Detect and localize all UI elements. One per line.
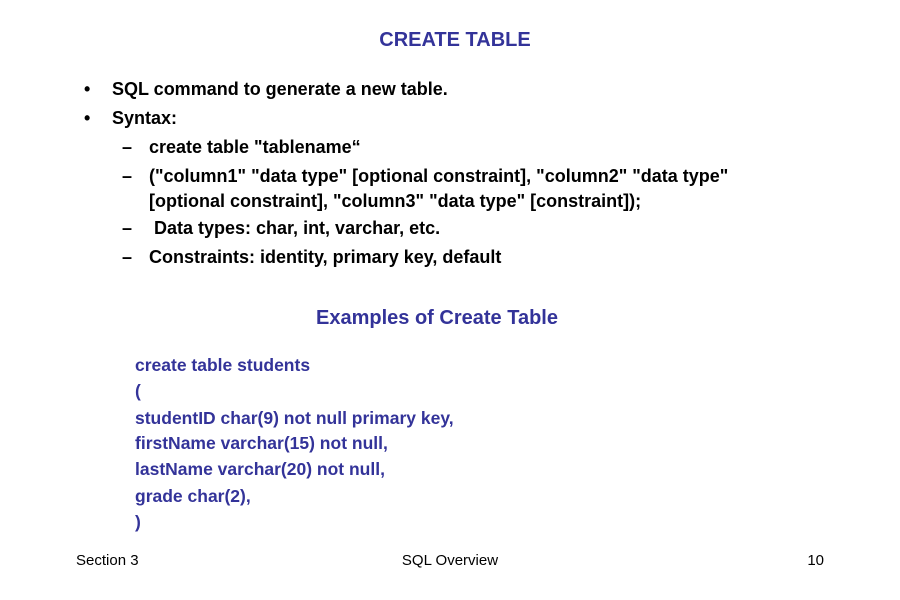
code-line: studentID char(9) not null primary key, — [135, 408, 454, 428]
code-line: create table students — [135, 355, 311, 375]
sub-item-text-continued: [optional constraint], "column3" "data type" [constraint]); — [149, 191, 642, 211]
code-line: firstName varchar(15) not null, — [135, 433, 388, 453]
sub-item-text: ("column1" "data type" [optional constraint], "column2" "data type" — [149, 166, 729, 186]
bullet-text: SQL command to generate a new table. — [112, 79, 448, 99]
page-number: 10 — [807, 552, 824, 569]
sub-item-text: create table "tablename“ — [149, 137, 361, 157]
bullet-text: Syntax: — [112, 108, 178, 128]
sub-item-text: Constraints: identity, primary key, default — [149, 247, 502, 267]
bullet-marker: • — [84, 79, 91, 99]
sub-item-marker: – — [122, 247, 133, 267]
sub-item-marker: – — [122, 137, 133, 157]
code-line: ) — [135, 512, 141, 532]
slide-title: CREATE TABLE — [379, 29, 531, 51]
sub-item-marker: – — [122, 218, 133, 238]
sub-item-marker: – — [122, 166, 133, 186]
footer-title: SQL Overview — [401, 552, 499, 569]
code-line: lastName varchar(20) not null, — [135, 459, 385, 479]
code-line: ( — [135, 381, 141, 401]
bullet-marker: • — [84, 108, 91, 128]
footer-section: Section 3 — [76, 552, 139, 569]
code-line: grade char(2), — [135, 486, 251, 506]
sub-item-text: Data types: char, int, varchar, etc. — [149, 218, 441, 238]
examples-title: Examples of Create Table — [316, 307, 558, 329]
